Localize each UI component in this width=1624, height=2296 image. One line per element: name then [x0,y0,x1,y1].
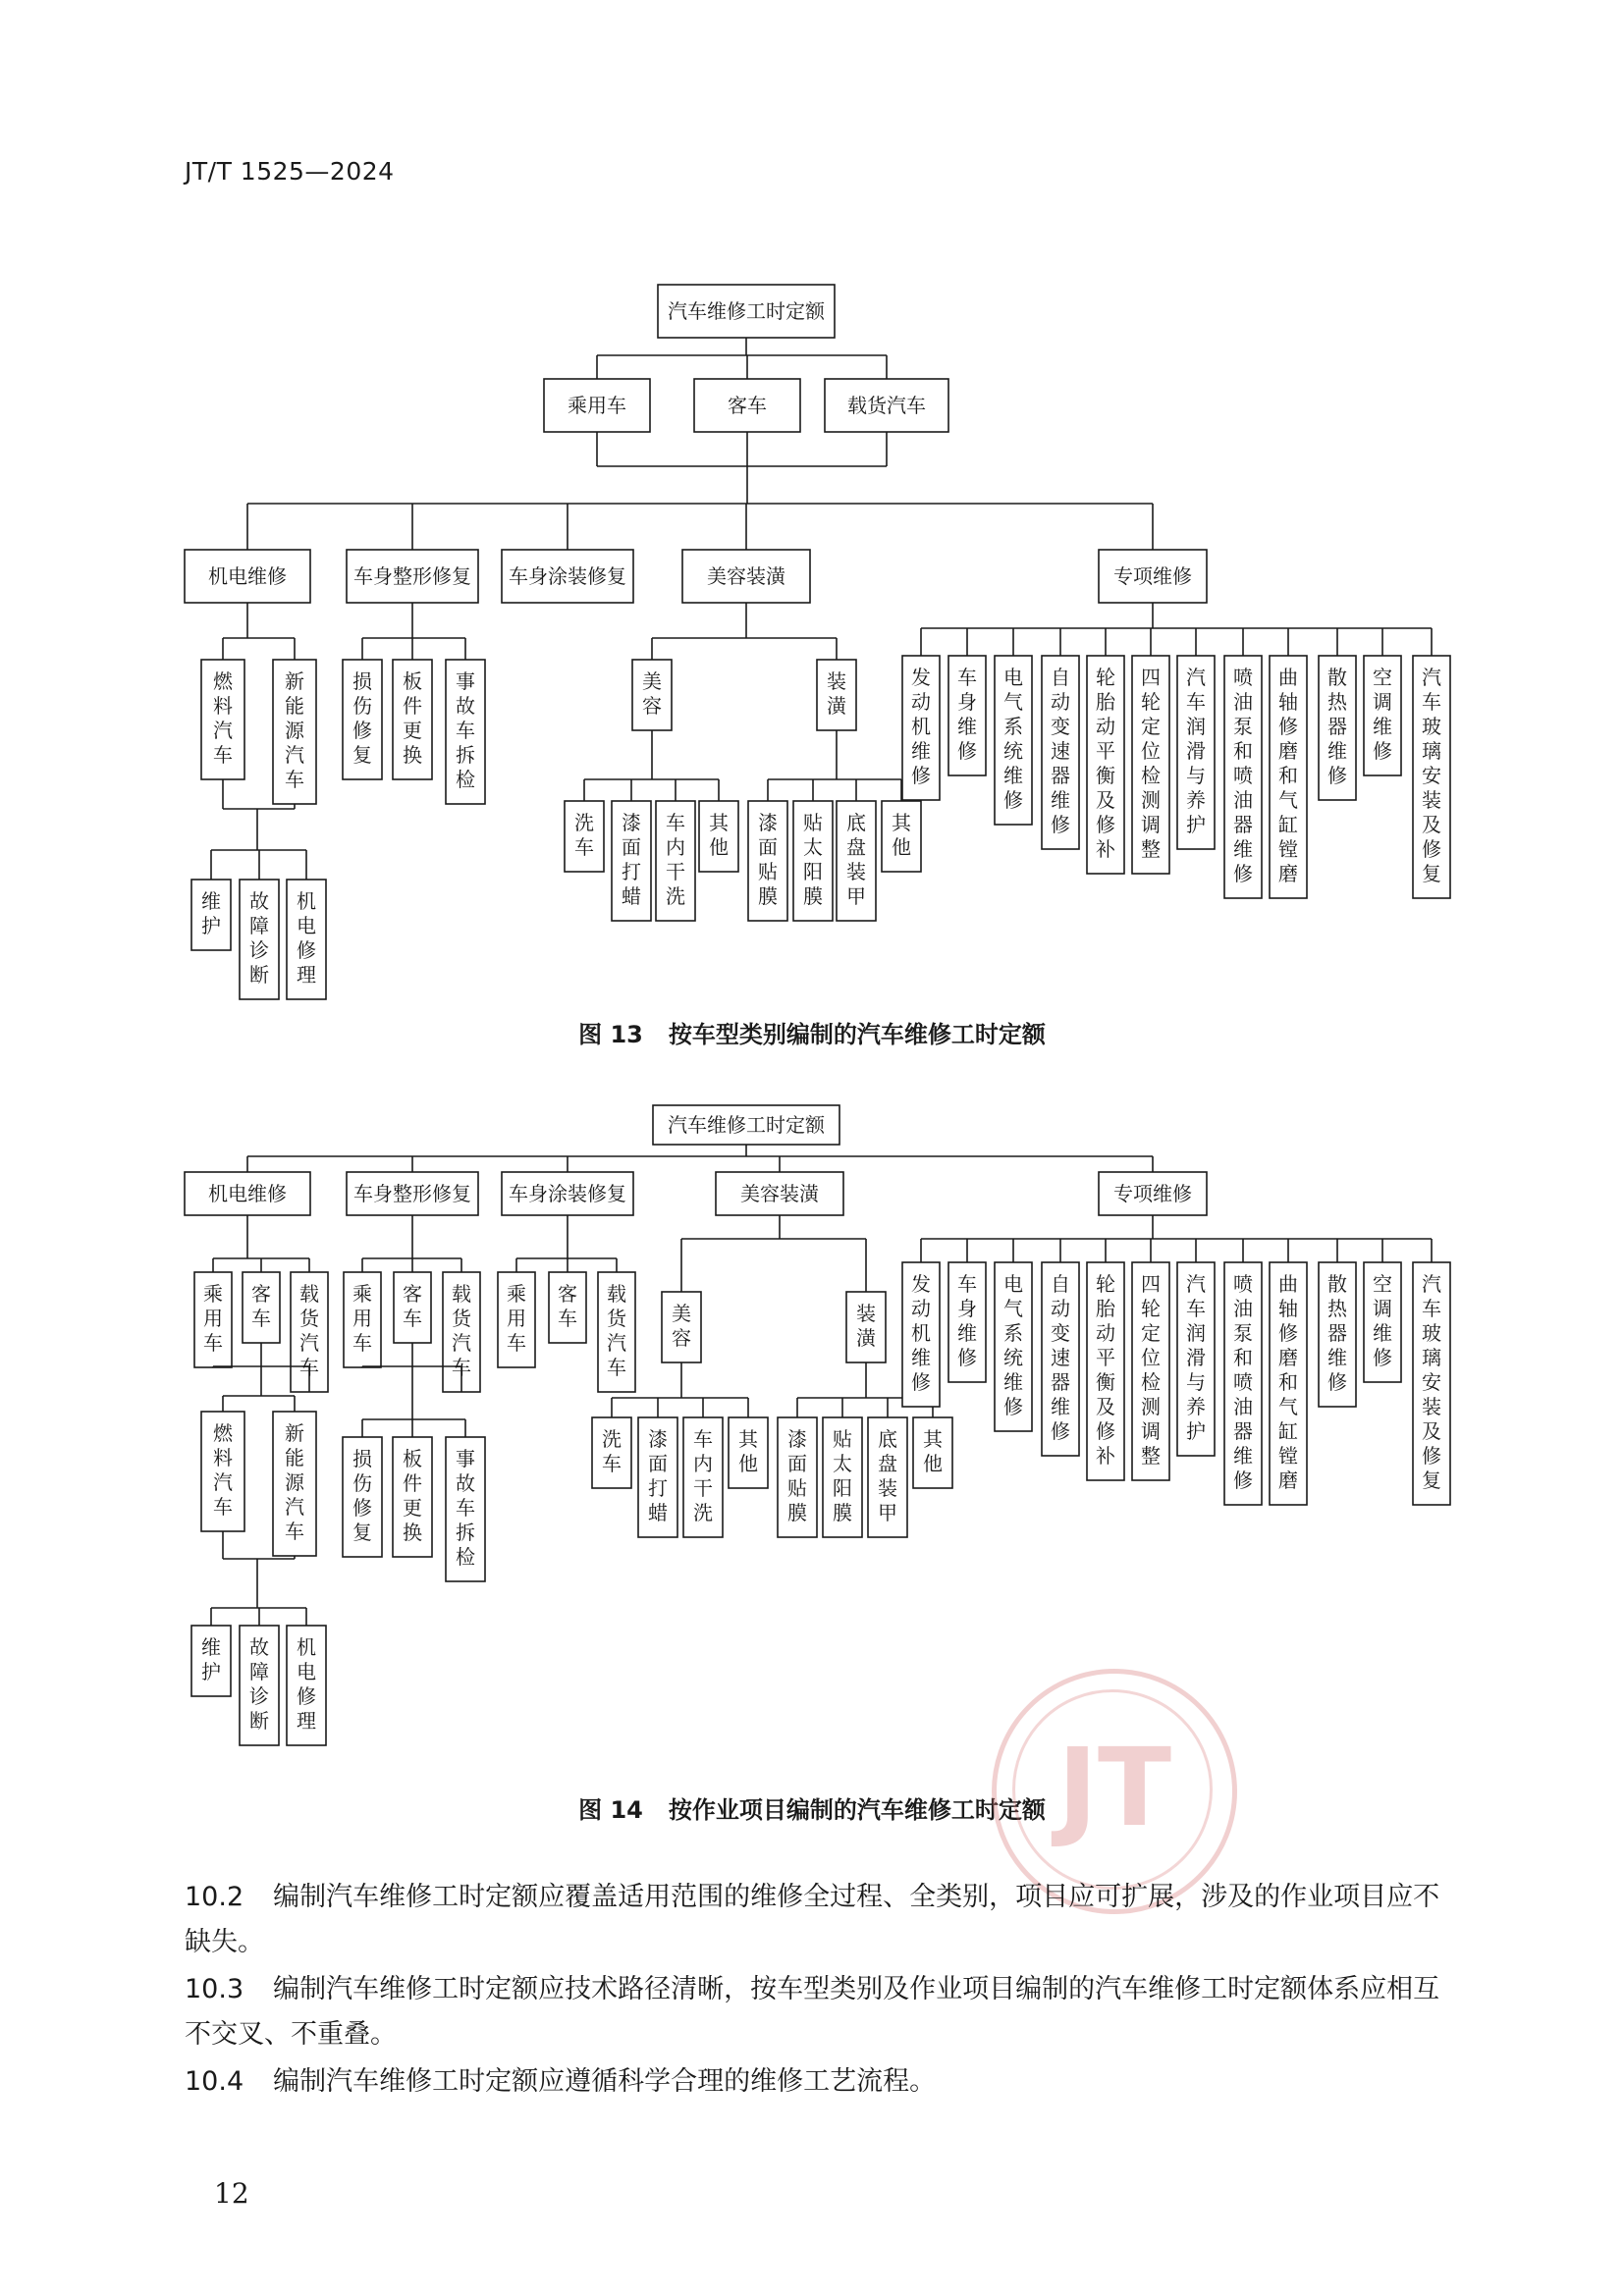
body-repair-task-node: 损伤修复 [352,1447,372,1544]
powertrain-task-node: 维护 [201,1635,221,1683]
special-repair-node: 四轮定位检测调整 [1141,666,1161,861]
special-repair-node: 散热器维修 [1327,666,1347,787]
body-repair-task-node: 板件更换 [403,1447,422,1544]
cosmetic-task-node: 洗车 [574,811,594,859]
trim-task-node: 漆面贴膜 [758,811,778,908]
clause-10-4 [185,2059,1451,2105]
page-number: 12 [214,2177,249,2210]
trim-task-node: 底盘装甲 [846,811,866,908]
category-node: 美容装潢 [740,1182,819,1205]
special-repair-node: 曲轴修磨和气缸镗磨 [1278,666,1298,885]
cosmetic-task-node: 漆面打蜡 [622,811,641,908]
special-repair-node: 轮胎动平衡及修补 [1096,1272,1115,1468]
root-node: 汽车维修工时定额 [668,1113,825,1137]
special-repair-node: 汽车润滑与养护 [1186,666,1206,836]
body-repair-task-node: 损伤修复 [352,669,372,767]
special-repair-node: 汽车润滑与养护 [1186,1272,1206,1443]
cosmetic-task-node: 漆面打蜡 [648,1427,668,1524]
powertrain-subtype-node: 燃料汽车 [213,1421,233,1519]
detailing-subtype-node: 美容 [672,1302,691,1350]
figure-13-caption [0,1015,1624,1049]
figure-13-tree-diagram [0,265,1624,987]
vehicle-type-node: 客车 [251,1282,271,1330]
special-repair-node: 自动变速器维修 [1051,666,1070,836]
special-repair-node: 喷油泵和喷油器维修 [1233,666,1253,885]
vehicle-type-node: 载货汽车 [607,1282,626,1379]
special-repair-node: 汽车玻璃安装及修复 [1422,1272,1441,1492]
seal-mark: JT [1057,1725,1171,1850]
figure-14-caption [0,1790,1624,1825]
powertrain-task-node: 故障诊断 [249,1635,269,1733]
category-node: 车身涂装修复 [509,564,626,588]
body-repair-task-node: 事故车拆检 [456,1447,475,1569]
trim-task-node: 贴太阳膜 [803,811,823,908]
clause-number: 10.2 [185,1882,244,1912]
trim-task-node: 底盘装甲 [878,1427,897,1524]
vehicle-type-node: 客车 [558,1282,577,1330]
figure-14-number: 图 14 [578,1796,643,1824]
figure-13-title: 按车型类别编制的汽车维修工时定额 [668,1021,1046,1048]
cosmetic-task-node: 其他 [738,1427,758,1475]
special-repair-node: 散热器维修 [1327,1272,1347,1394]
special-repair-node: 曲轴修磨和气缸镗磨 [1278,1272,1298,1492]
powertrain-subtype-node: 新能源汽车 [285,1421,304,1543]
detailing-subtype-node: 美容 [642,669,662,718]
trim-task-node: 其他 [923,1427,943,1475]
root-node: 汽车维修工时定额 [668,299,825,323]
special-repair-node: 发动机维修 [911,1272,931,1394]
vehicle-type-node: 乘用车 [352,1282,372,1355]
powertrain-task-node: 机电修理 [297,1635,316,1733]
figure-14-tree-diagram [0,1097,1624,1765]
cosmetic-task-node: 其他 [709,811,729,859]
trim-task-node: 贴太阳膜 [833,1427,852,1524]
clause-text: 编制汽车维修工时定额应遵循科学合理的维修工艺流程。 [273,2066,937,2097]
cosmetic-task-node: 洗车 [602,1427,622,1475]
detailing-subtype-node: 装潢 [827,669,846,718]
special-repair-node: 喷油泵和喷油器维修 [1233,1272,1253,1492]
category-node: 车身整形修复 [353,1182,471,1205]
cosmetic-task-node: 车内干洗 [666,811,685,908]
clause-text: 编制汽车维修工时定额应技术路径清晰，按车型类别及作业项目编制的汽车维修工时定额体系应相互不交叉、不重叠。 [185,1974,1440,2050]
category-node: 专项维修 [1113,564,1192,588]
powertrain-task-node: 故障诊断 [249,889,269,987]
body-repair-task-node: 板件更换 [403,669,422,767]
document-code: JT/T 1525—2024 [185,157,395,186]
body-repair-task-node: 事故车拆检 [456,669,475,791]
special-repair-node: 自动变速器维修 [1051,1272,1070,1443]
clause-10-2 [185,1875,1451,1965]
clause-number: 10.3 [185,1974,244,2004]
cosmetic-task-node: 车内干洗 [693,1427,713,1524]
figure-14-title: 按作业项目编制的汽车维修工时定额 [668,1796,1046,1824]
category-node: 专项维修 [1113,1182,1192,1205]
powertrain-task-node: 机电修理 [297,889,316,987]
special-repair-node: 汽车玻璃安装及修复 [1422,666,1441,885]
vehicle-type-node: 载货汽车 [452,1282,471,1379]
clause-10-3 [185,1967,1451,2057]
special-repair-node: 四轮定位检测调整 [1141,1272,1161,1468]
category-node: 美容装潢 [707,564,785,588]
special-repair-node: 空调维修 [1373,666,1392,763]
vehicle-type-node: 客车 [728,394,767,417]
powertrain-subtype-node: 燃料汽车 [213,669,233,767]
powertrain-task-node: 维护 [201,889,221,937]
special-repair-node: 轮胎动平衡及修补 [1096,666,1115,861]
category-node: 机电维修 [208,1182,287,1205]
special-repair-node: 车身维修 [957,666,977,763]
clause-number: 10.4 [185,2066,244,2097]
vehicle-type-node: 乘用车 [568,394,626,417]
figure-13-number: 图 13 [578,1021,643,1048]
vehicle-type-node: 乘用车 [203,1282,223,1355]
category-node: 车身涂装修复 [509,1182,626,1205]
special-repair-node: 电气系统维修 [1003,1272,1023,1418]
special-repair-node: 车身维修 [957,1272,977,1369]
vehicle-type-node: 客车 [403,1282,422,1330]
special-repair-node: 发动机维修 [911,666,931,787]
category-node: 车身整形修复 [353,564,471,588]
clause-text: 编制汽车维修工时定额应覆盖适用范围的维修全过程、全类别，项目应可扩展，涉及的作业项目应不缺失。 [185,1882,1440,1957]
special-repair-node: 电气系统维修 [1003,666,1023,812]
special-repair-node: 空调维修 [1373,1272,1392,1369]
detailing-subtype-node: 装潢 [856,1302,876,1350]
trim-task-node: 其他 [892,811,911,859]
trim-task-node: 漆面贴膜 [787,1427,807,1524]
powertrain-subtype-node: 新能源汽车 [285,669,304,791]
vehicle-type-node: 载货汽车 [847,394,926,417]
vehicle-type-node: 载货汽车 [299,1282,319,1379]
category-node: 机电维修 [208,564,287,588]
vehicle-type-node: 乘用车 [507,1282,526,1355]
